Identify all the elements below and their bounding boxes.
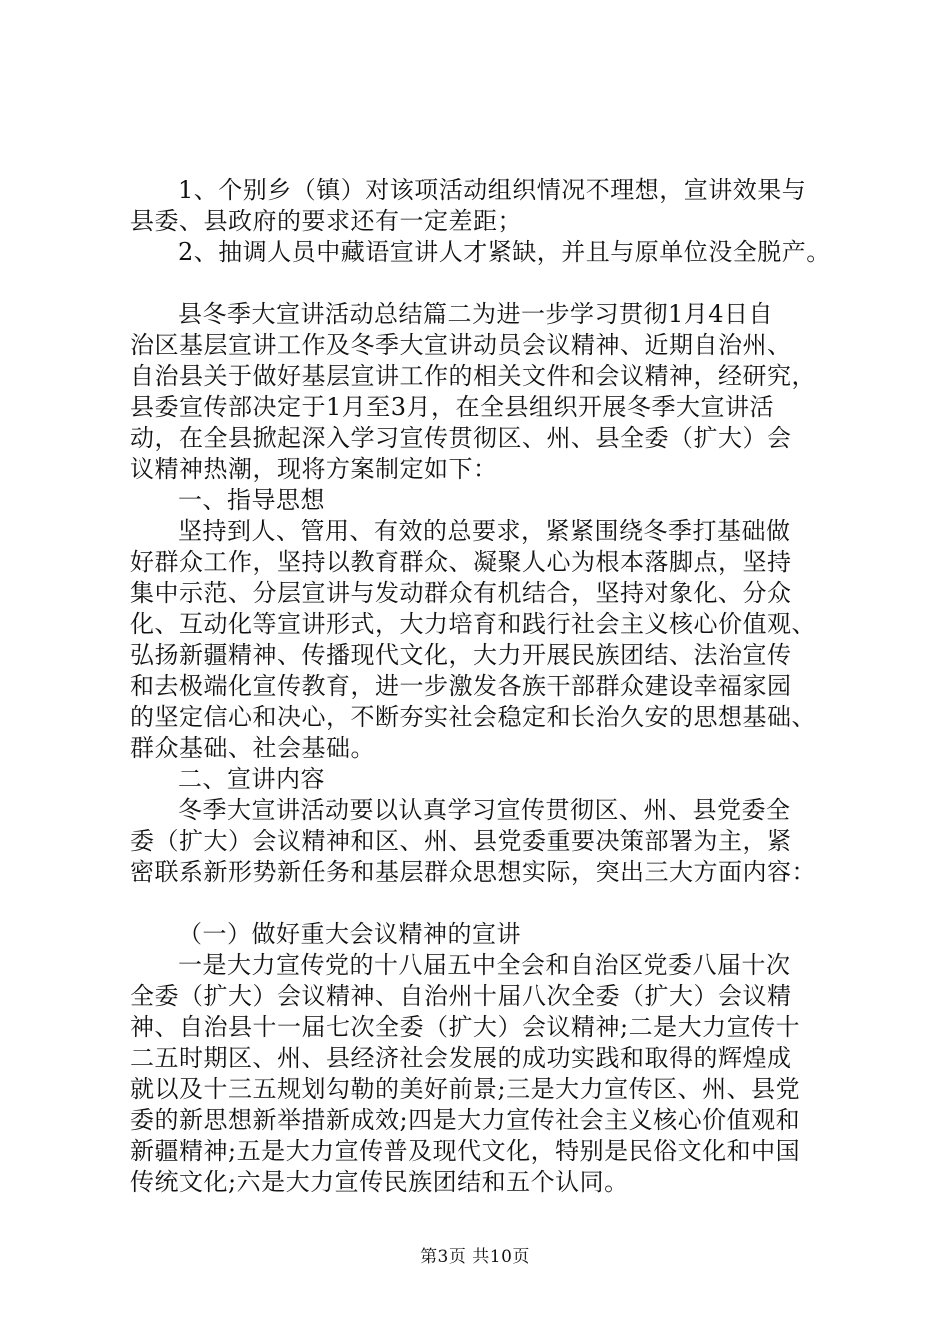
text-line: 县委、县政府的要求还有一定差距；	[130, 207, 522, 235]
blank-line	[130, 268, 840, 299]
text-line: 冬季大宣讲活动要以认真学习宣传贯彻区、州、县党委全	[178, 796, 791, 824]
text-line: 二五时期区、州、县经济社会发展的成功实践和取得的辉煌成	[130, 1044, 792, 1072]
text-line: 委（扩大）会议精神和区、州、县党委重要决策部署为主，紧	[130, 827, 792, 855]
text-line: 一是大力宣传党的十八届五中全会和自治区党委八届十次	[178, 951, 791, 979]
text-line: 密联系新形势新任务和基层群众思想实际，突出三大方面内容：	[130, 858, 816, 886]
text-line: 传统文化;六是大力宣传民族团结和五个认同。	[130, 1168, 629, 1196]
text-line: 新疆精神;五是大力宣传普及现代文化，特别是民俗文化和中国	[130, 1137, 801, 1165]
text-line: （一）做好重大会议精神的宣讲	[178, 920, 521, 948]
text-line: 群众基础、社会基础。	[130, 734, 375, 762]
text-line: 和去极端化宣传教育，进一步激发各族干部群众建设幸福家园	[130, 672, 792, 700]
text-line: 弘扬新疆精神、传播现代文化，大力开展民族团结、法治宣传	[130, 641, 792, 669]
text-line: 坚持到人、管用、有效的总要求，紧紧围绕冬季打基础做	[178, 517, 791, 545]
text-line: 一、指导思想	[178, 486, 325, 514]
text-line: 动，在全县掀起深入学习宣传贯彻区、州、县全委（扩大）会	[130, 424, 792, 452]
text-line: 治区基层宣讲工作及冬季大宣讲动员会议精神、近期自治州、	[130, 331, 792, 359]
blank-line	[130, 888, 840, 919]
document-body	[130, 175, 840, 1198]
text-line: 集中示范、分层宣讲与发动群众有机结合，坚持对象化、分众	[130, 579, 792, 607]
text-line: 县委宣传部决定于1月至3月，在全县组织开展冬季大宣讲活	[130, 393, 775, 421]
text-line: 2、抽调人员中藏语宣讲人才紧缺，并且与原单位没全脱产。	[178, 238, 831, 266]
text-line: 神、自治县十一届七次全委（扩大）会议精神;二是大力宣传十	[130, 1013, 801, 1041]
text-line: 县冬季大宣讲活动总结篇二为进一步学习贯彻1月4日自	[178, 300, 774, 328]
text-line: 议精神热潮，现将方案制定如下：	[130, 455, 498, 483]
text-line: 的坚定信心和决心，不断夯实社会稳定和长治久安的思想基础、	[130, 703, 816, 731]
text-line: 全委（扩大）会议精神、自治州十届八次全委（扩大）会议精	[130, 982, 792, 1010]
text-line: 1、个别乡（镇）对该项活动组织情况不理想，宣讲效果与	[178, 176, 807, 204]
text-line: 二、宣讲内容	[178, 765, 325, 793]
text-line: 自治县关于做好基层宣讲工作的相关文件和会议精神，经研究，	[130, 362, 816, 390]
page-footer	[0, 1242, 950, 1267]
text-line: 化、互动化等宣讲形式，大力培育和践行社会主义核心价值观、	[130, 610, 816, 638]
page-number-label: 第3页 共10页	[420, 1247, 530, 1267]
text-line: 好群众工作，坚持以教育群众、凝聚人心为根本落脚点，坚持	[130, 548, 792, 576]
text-line: 就以及十三五规划勾勒的美好前景;三是大力宣传区、州、县党	[130, 1075, 801, 1103]
text-line: 委的新思想新举措新成效;四是大力宣传社会主义核心价值观和	[130, 1106, 801, 1134]
